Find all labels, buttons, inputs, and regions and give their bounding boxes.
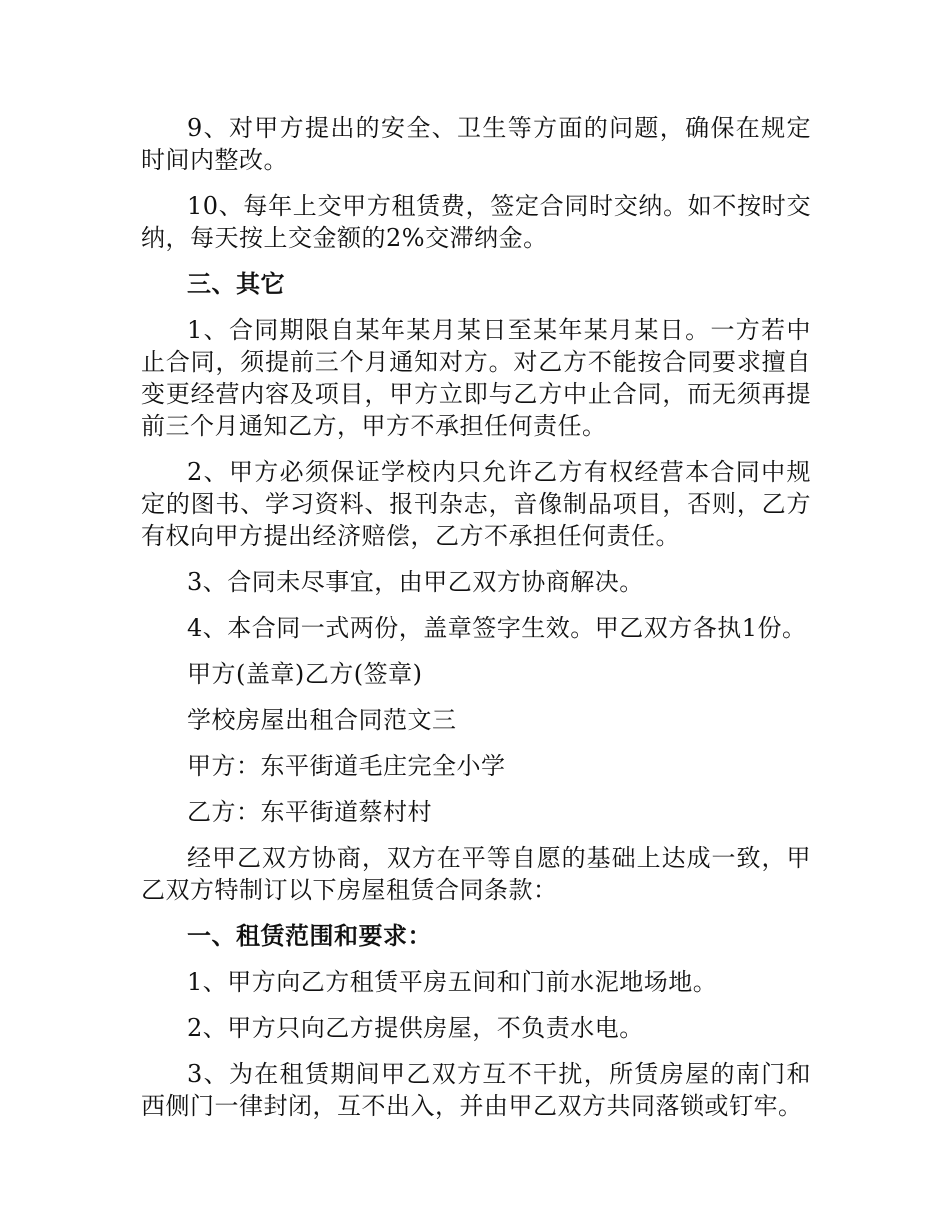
others-clause-4: 4、本合同一式两份，盖章签字生效。甲乙双方各执1份。 [187, 614, 807, 642]
scope-clause-2: 2、甲方只向乙方提供房屋，不负责水电。 [187, 1014, 644, 1042]
others-clause-3: 3、合同未尽事宜，由甲乙双方协商解决。 [187, 568, 644, 596]
others-clause-1: 1、合同期限自某年某月某日至某年某月某日。一方若中止合同，须提前三个月通知对方。对乙方不能按合同要求擅自变更经营内容及项目，甲方立即与乙方中止合同，而无须再提前三个月通知乙方，甲方不承担任何责任。 [141, 316, 811, 440]
clause-10: 10、每年上交甲方租赁费，签定合同时交纳。如不按时交纳，每天按上交金额的2%交滞纳金。 [141, 192, 811, 252]
scope-clause-3: 3、为在租赁期间甲乙双方互不干扰，所赁房屋的南门和西侧门一律封闭，互不出入，并由甲乙双方共同落锁或钉牢。 [141, 1060, 811, 1120]
party-b: 乙方：东平街道蔡村村 [187, 798, 432, 826]
signature-line: 甲方(盖章)乙方(签章) [187, 660, 423, 688]
party-a: 甲方：东平街道毛庄完全小学 [187, 752, 506, 780]
clause-9: 9、对甲方提出的安全、卫生等方面的问题，确保在规定时间内整改。 [141, 114, 811, 174]
preamble: 经甲乙双方协商，双方在平等自愿的基础上达成一致，甲乙双方特制订以下房屋租赁合同条款： [141, 844, 811, 904]
section-heading-others: 三、其它 [187, 269, 285, 298]
others-clause-2: 2、甲方必须保证学校内只允许乙方有权经营本合同中规定的图书、学习资料、报刊杂志，音像制品项目，否则，乙方有权向甲方提出经济赔偿，乙方不承担任何责任。 [141, 458, 811, 550]
document-body [141, 112, 811, 1136]
scope-clause-1: 1、甲方向乙方租赁平房五间和门前水泥地场地。 [187, 968, 718, 996]
document-title: 学校房屋出租合同范文三 [187, 706, 457, 734]
section-heading-scope: 一、租赁范围和要求： [187, 921, 432, 950]
